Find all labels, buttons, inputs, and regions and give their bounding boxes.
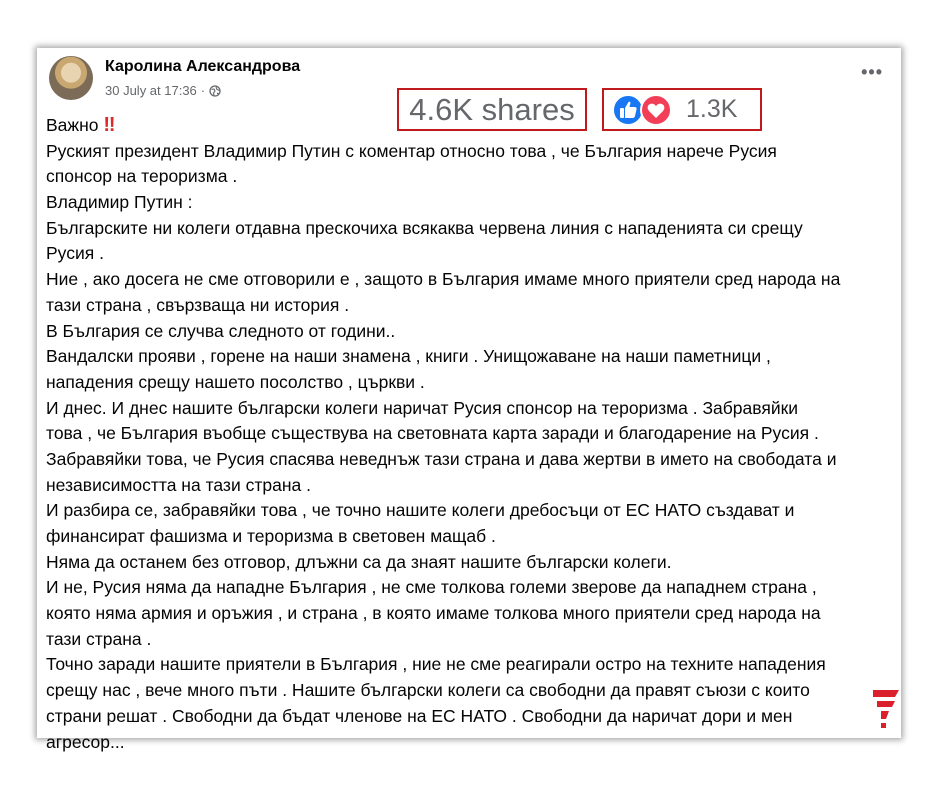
post-line: страни решат . Свободни да бъдат членове на ЕС НАТО . Свободни да наричат дори и мен: [46, 705, 793, 726]
post-line-text: Важно: [46, 115, 99, 135]
post-line: срещу нас , вече много пъти . Нашите български колеги са свободни да правят съюзи с които: [46, 680, 810, 701]
post-line: която няма армия и оръжия , и страна , в която имаме толкова много приятели сред народа на: [46, 603, 821, 624]
post-line: тази страна , свързваща ни история .: [46, 294, 350, 315]
post-line: Вандалски прояви , горене на наши знамена , книги . Унищожаване на наши паметници ,: [46, 346, 771, 367]
post-line: агресор...: [46, 731, 125, 752]
post-line: Ние , ако досега не сме отговорили е , защото в България имаме много приятели сред народа на: [46, 269, 841, 290]
factcheck-logo: [873, 690, 899, 734]
author-name[interactable]: Каролина Александрова: [105, 58, 301, 75]
shares-count[interactable]: 4.6K shares: [409, 91, 575, 127]
post-meta: [105, 83, 221, 98]
globe-icon[interactable]: [209, 85, 221, 97]
post-line: Руският президент Владимир Путин с коментар относно това , че България нарече Русия: [46, 140, 777, 161]
post-line: нападения срещу нашето посолство , църкви .: [46, 371, 425, 392]
post-text: [46, 113, 896, 755]
post-line: Българските ни колеги отдавна прескочиха всякаква червена линия с нападенията си срещу: [46, 217, 803, 238]
post-line: Точно заради нашите приятели в България , ние не сме реагирали остро на техните нападения: [46, 654, 826, 675]
post-line: Няма да останем без отговор, длъжни са да знаят нашите български колеги.: [46, 551, 672, 572]
post-line: И не, Русия няма да нападне България , не сме толкова големи зверове да нападнем страна ,: [46, 577, 817, 598]
post-line: спонсор на тероризма .: [46, 166, 238, 187]
post-line: И разбира се, забравяйки това , че точно нашите колеги дребосъци от ЕС НАТО създават и: [46, 500, 795, 521]
post-line: [46, 113, 896, 139]
post-line: Русия .: [46, 243, 104, 264]
post-line: финансират фашизма и тероризма в световен мащаб .: [46, 526, 496, 546]
avatar[interactable]: [49, 56, 93, 100]
post-card: [37, 48, 901, 752]
post-line: независимостта на тази страна .: [46, 474, 311, 495]
post-line: И днес. И днес нашите български колеги наричат Русия спонсор на тероризма . Забравяйки: [46, 397, 799, 418]
reactions-count[interactable]: 1.3K: [686, 95, 738, 123]
meta-separator: ·: [200, 83, 206, 98]
post-line: това , че България въобще съществува на световната карта заради и благодарение на Русия .: [46, 423, 819, 444]
post-line: В България се случва следното от години..: [46, 320, 396, 341]
more-options-icon[interactable]: •••: [861, 62, 883, 82]
post-line: Владимир Путин :: [46, 192, 193, 213]
post-date[interactable]: 30 July at 17:36: [105, 83, 197, 98]
post-line: Забравяйки това, че Русия спасява неведнъж тази страна и дава жертви в името на свободата и: [46, 448, 837, 469]
double-exclamation-icon: ‼: [103, 114, 112, 136]
post-line: тази страна .: [46, 628, 152, 649]
